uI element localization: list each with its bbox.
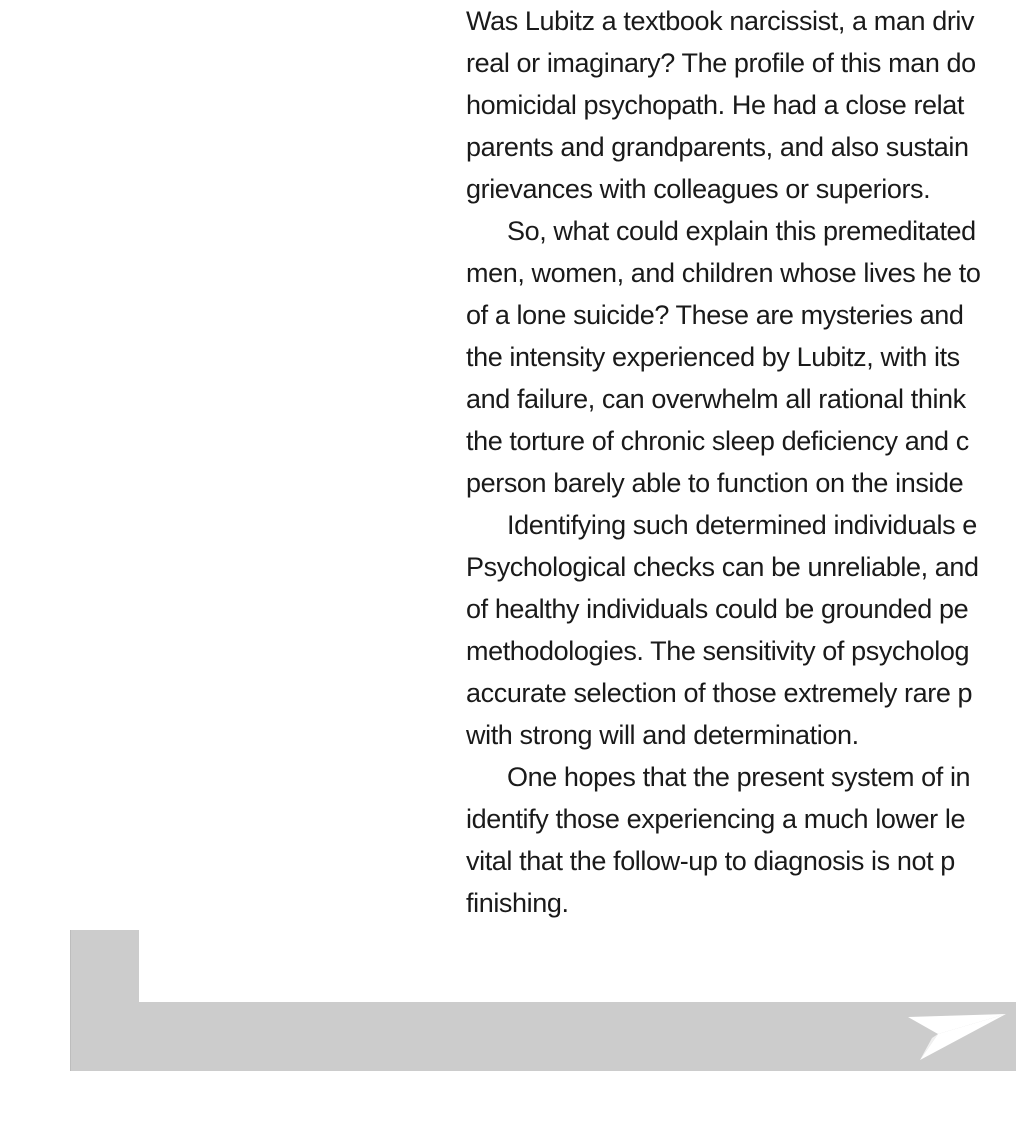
text-line: grievances with colleagues or superiors. [466, 174, 931, 204]
paragraph-4 [466, 756, 1024, 924]
text-line: the torture of chronic sleep deficiency and c [466, 426, 969, 456]
paragraph-2 [466, 210, 1024, 504]
text-line: homicidal psychopath. He had a close relat [466, 90, 964, 120]
text-line: person barely able to function on the inside [466, 468, 964, 498]
text-line: of healthy individuals could be grounded pe [466, 594, 969, 624]
text-line: Identifying such determined individuals e [507, 510, 977, 540]
text-line: real or imaginary? The profile of this man do [466, 48, 976, 78]
text-line: of a lone suicide? These are mysteries and [466, 300, 964, 330]
footer-band [70, 1002, 1016, 1071]
text-line: methodologies. The sensitivity of psycholog [466, 636, 970, 666]
text-line: Was Lubitz a textbook narcissist, a man driv [466, 6, 975, 36]
text-line: and failure, can overwhelm all rational think [466, 384, 966, 414]
paragraph-3 [466, 504, 1024, 756]
article-body [466, 0, 1024, 924]
text-line: with strong will and determination. [466, 720, 859, 750]
text-line: vital that the follow-up to diagnosis is not p [466, 846, 955, 876]
text-line: finishing. [466, 888, 569, 918]
paragraph-1 [466, 0, 1024, 210]
footer-edge [70, 930, 71, 1071]
text-line: accurate selection of those extremely rare p [466, 678, 973, 708]
text-line: parents and grandparents, and also sustain [466, 132, 969, 162]
text-line: One hopes that the present system of in [507, 762, 971, 792]
text-line: men, women, and children whose lives he to [466, 258, 981, 288]
text-line: So, what could explain this premeditated [507, 216, 976, 246]
text-line: Psychological checks can be unreliable, and [466, 552, 979, 582]
footer-tab [70, 930, 139, 1002]
page-footer-bar [70, 930, 1016, 1071]
paper-plane-icon [908, 1014, 1008, 1060]
text-line: the intensity experienced by Lubitz, with its [466, 342, 960, 372]
text-line: identify those experiencing a much lower le [466, 804, 966, 834]
